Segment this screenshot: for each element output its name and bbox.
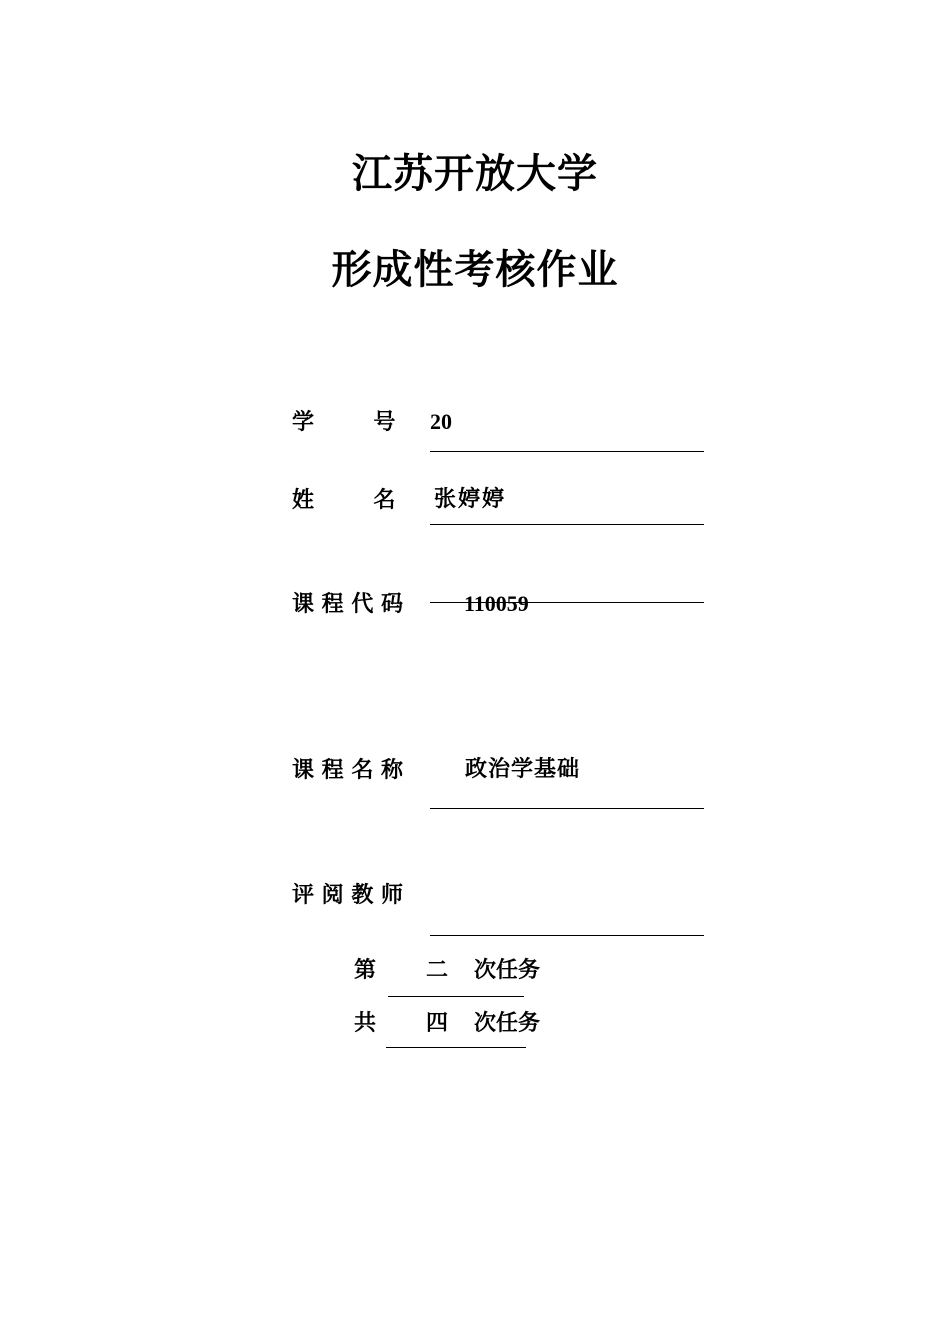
course-name-underline xyxy=(430,808,704,809)
student-id-underline xyxy=(430,451,704,452)
name-label: 姓 名 xyxy=(292,487,396,513)
task-current-underline xyxy=(388,996,524,997)
name-underline xyxy=(430,524,704,525)
university-title: 江苏开放大学 xyxy=(352,151,598,197)
course-name-value: 政治学基础 xyxy=(465,757,581,782)
reviewer-underline xyxy=(430,935,704,936)
course-code-underline xyxy=(430,602,704,603)
course-code-value: 110059 xyxy=(464,591,529,616)
document-title: 形成性考核作业 xyxy=(331,247,619,293)
course-name-label: 课 程 名 称 xyxy=(292,757,403,783)
task-total-number: 四 xyxy=(426,1011,449,1036)
reviewer-label: 评 阅 教 师 xyxy=(292,882,403,908)
task-current-number: 二 xyxy=(426,958,449,983)
task-current-suffix: 次任务 xyxy=(474,958,541,983)
student-id-value: 20 xyxy=(430,409,452,434)
task-current-prefix: 第 xyxy=(354,958,377,983)
student-id-label: 学 号 xyxy=(292,409,396,435)
task-total-suffix: 次任务 xyxy=(474,1011,541,1036)
task-total-underline xyxy=(386,1047,526,1048)
task-total-prefix: 共 xyxy=(354,1011,377,1036)
course-code-label: 课 程 代 码 xyxy=(292,591,403,617)
name-value: 张婷婷 xyxy=(434,487,507,512)
